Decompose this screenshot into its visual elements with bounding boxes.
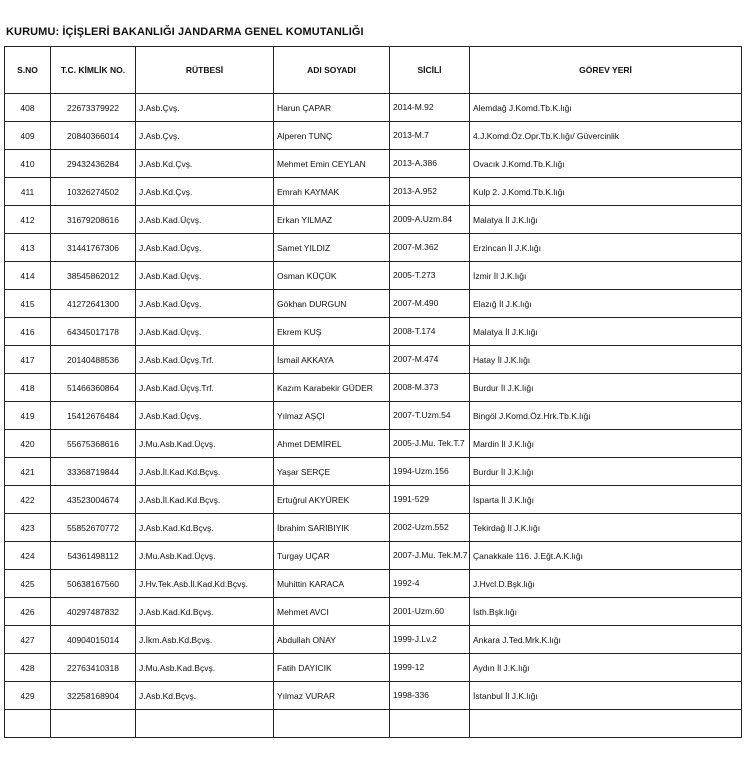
cell-gorev-yeri: 4.J.Komd.Öz.Opr.Tb.K.lığı/ Güvercinlik <box>470 122 742 150</box>
table-row <box>5 570 742 598</box>
cell-rutbe: J.Asb.Kad.Üçvş. <box>136 234 274 262</box>
cell-sno: 418 <box>5 374 51 402</box>
cell-rutbe: J.Asb.Çvş. <box>136 122 274 150</box>
cell-gorev-yeri: Burdur İl J.K.lığı <box>470 374 742 402</box>
cell-sicil: 2005-T.273 <box>390 262 470 290</box>
cell-tc-kimlik: 22673379922 <box>51 94 136 122</box>
cell-gorev-yeri: Malatya İl J.K.lığı <box>470 318 742 346</box>
cell-gorev-yeri: Elazığ İl J.K.lığı <box>470 290 742 318</box>
cell-sicil <box>390 710 470 738</box>
cell-tc-kimlik: 55852670772 <box>51 514 136 542</box>
column-header-tc-kimlik: T.C. KİMLİK NO. <box>51 47 136 94</box>
table-row <box>5 626 742 654</box>
column-header-gorev-yeri: GÖREV YERİ <box>470 47 742 94</box>
cell-rutbe: J.Asb.Kad.Üçvş.Trf. <box>136 346 274 374</box>
cell-tc-kimlik: 50638167560 <box>51 570 136 598</box>
cell-gorev-yeri: Hatay İl J.K.lığı <box>470 346 742 374</box>
cell-tc-kimlik: 31679208616 <box>51 206 136 234</box>
cell-gorev-yeri: Isparta İl J.K.lığı <box>470 486 742 514</box>
table-row <box>5 542 742 570</box>
cell-rutbe: J.Mu.Asb.Kad.Üçvş. <box>136 430 274 458</box>
cell-adi-soyadi: İsmail AKKAYA <box>274 346 390 374</box>
cell-gorev-yeri: İzmir İl J.K.lığı <box>470 262 742 290</box>
cell-adi-soyadi <box>274 710 390 738</box>
cell-sno: 417 <box>5 346 51 374</box>
table-row <box>5 598 742 626</box>
cell-gorev-yeri: Çanakkale 116. J.Eğt.A.K.lığı <box>470 542 742 570</box>
cell-tc-kimlik: 55675368616 <box>51 430 136 458</box>
table-row <box>5 486 742 514</box>
table-header-row <box>5 47 742 94</box>
cell-sno: 425 <box>5 570 51 598</box>
cell-sno: 428 <box>5 654 51 682</box>
cell-rutbe: J.Asb.Kad.Üçvş. <box>136 262 274 290</box>
table-row <box>5 682 742 710</box>
cell-rutbe: J.Asb.Kad.Kd.Bçvş. <box>136 514 274 542</box>
cell-adi-soyadi: Turgay UÇAR <box>274 542 390 570</box>
cell-rutbe: J.Asb.İl.Kad.Kd.Bçvş. <box>136 458 274 486</box>
cell-gorev-yeri: Tekirdağ İl J.K.lığı <box>470 514 742 542</box>
table-row <box>5 234 742 262</box>
cell-sno: 412 <box>5 206 51 234</box>
cell-gorev-yeri: Bingöl J.Komd.Öz.Hrk.Tb.K.lığı <box>470 402 742 430</box>
cell-sicil: 2007-M.490 <box>390 290 470 318</box>
cell-sno <box>5 710 51 738</box>
cell-adi-soyadi: Yaşar SERÇE <box>274 458 390 486</box>
cell-gorev-yeri: Mardin İl J.K.lığı <box>470 430 742 458</box>
cell-sicil: 2014-M.92 <box>390 94 470 122</box>
cell-sicil: 2001-Uzm.60 <box>390 598 470 626</box>
cell-tc-kimlik: 29432436284 <box>51 150 136 178</box>
cell-sno: 422 <box>5 486 51 514</box>
cell-sicil: 2013-M.7 <box>390 122 470 150</box>
cell-tc-kimlik: 33368719844 <box>51 458 136 486</box>
cell-tc-kimlik: 43523004674 <box>51 486 136 514</box>
cell-sicil: 2007-M.474 <box>390 346 470 374</box>
cell-sno: 415 <box>5 290 51 318</box>
table-row <box>5 346 742 374</box>
cell-rutbe: J.Asb.Kad.Üçvş. <box>136 206 274 234</box>
cell-rutbe: J.Mu.Asb.Kad.Bçvş. <box>136 654 274 682</box>
table-row <box>5 402 742 430</box>
column-header-adi-soyadi: ADI SOYADI <box>274 47 390 94</box>
cell-rutbe: J.Asb.Kad.Üçvş. <box>136 318 274 346</box>
personnel-table <box>4 46 742 738</box>
cell-rutbe: J.Asb.Kd.Çvş. <box>136 150 274 178</box>
cell-gorev-yeri: Aydın İl J.K.lığı <box>470 654 742 682</box>
cell-sno: 413 <box>5 234 51 262</box>
cell-tc-kimlik: 54361498112 <box>51 542 136 570</box>
cell-sicil: 1999-J.Lv.2 <box>390 626 470 654</box>
cell-tc-kimlik: 40904015014 <box>51 626 136 654</box>
cell-sno: 409 <box>5 122 51 150</box>
table-row <box>5 374 742 402</box>
cell-rutbe: J.Asb.Çvş. <box>136 94 274 122</box>
table-row <box>5 206 742 234</box>
column-header-rutbe: RÜTBESİ <box>136 47 274 94</box>
cell-gorev-yeri: Malatya İl J.K.lığı <box>470 206 742 234</box>
document-title: KURUMU: İÇİŞLERİ BAKANLIĞI JANDARMA GENEL KOMUTANLIĞI <box>6 26 364 38</box>
cell-sno: 427 <box>5 626 51 654</box>
cell-sicil: 2013-A.386 <box>390 150 470 178</box>
cell-sicil: 1998-336 <box>390 682 470 710</box>
cell-sicil: 2007-J.Mu. Tek.M.7 <box>390 542 470 570</box>
cell-sicil: 2007-M.362 <box>390 234 470 262</box>
cell-adi-soyadi: Emrah KAYMAK <box>274 178 390 206</box>
cell-adi-soyadi: Yılmaz VURAR <box>274 682 390 710</box>
cell-sicil: 1999-12 <box>390 654 470 682</box>
cell-adi-soyadi: Ertuğrul AKYÜREK <box>274 486 390 514</box>
cell-sno: 421 <box>5 458 51 486</box>
cell-adi-soyadi: Abdullah ONAY <box>274 626 390 654</box>
cell-adi-soyadi: Mehmet Emin CEYLAN <box>274 150 390 178</box>
table-row <box>5 122 742 150</box>
cell-sicil: 2008-T.174 <box>390 318 470 346</box>
table-row <box>5 430 742 458</box>
cell-sicil: 2008-M.373 <box>390 374 470 402</box>
cell-gorev-yeri: İstanbul İl J.K.lığı <box>470 682 742 710</box>
cell-adi-soyadi: Samet YILDIZ <box>274 234 390 262</box>
cell-adi-soyadi: Osman KÜÇÜK <box>274 262 390 290</box>
table-row <box>5 318 742 346</box>
table-row <box>5 458 742 486</box>
cell-adi-soyadi: İbrahim SARIBIYIK <box>274 514 390 542</box>
table-row <box>5 262 742 290</box>
cell-sno: 423 <box>5 514 51 542</box>
cell-sicil: 2007-T.Uzm.54 <box>390 402 470 430</box>
cell-rutbe: J.Asb.Kad.Üçvş. <box>136 290 274 318</box>
cell-rutbe: J.Asb.Kad.Üçvş.Trf. <box>136 374 274 402</box>
cell-gorev-yeri: İsth.Bşk.lığı <box>470 598 742 626</box>
cell-tc-kimlik: 40297487832 <box>51 598 136 626</box>
cell-gorev-yeri: Erzincan İl J.K.lığı <box>470 234 742 262</box>
table-row <box>5 94 742 122</box>
cell-sicil: 2002-Uzm.552 <box>390 514 470 542</box>
cell-adi-soyadi: Ahmet DEMİREL <box>274 430 390 458</box>
cell-tc-kimlik: 10326274502 <box>51 178 136 206</box>
cell-tc-kimlik: 51466360864 <box>51 374 136 402</box>
cell-rutbe <box>136 710 274 738</box>
cell-rutbe: J.Asb.İl.Kad.Kd.Bçvş. <box>136 486 274 514</box>
cell-sicil: 1994-Uzm.156 <box>390 458 470 486</box>
cell-sno: 426 <box>5 598 51 626</box>
cell-tc-kimlik: 32258168904 <box>51 682 136 710</box>
cell-rutbe: J.Mu.Asb.Kad.Üçvş. <box>136 542 274 570</box>
column-header-sicil: SİCİLİ <box>390 47 470 94</box>
cell-adi-soyadi: Fatih DAYICIK <box>274 654 390 682</box>
cell-rutbe: J.Asb.Kad.Üçvş. <box>136 402 274 430</box>
table-row <box>5 178 742 206</box>
cell-tc-kimlik: 38545862012 <box>51 262 136 290</box>
cell-gorev-yeri: Burdur İl J.K.lığı <box>470 458 742 486</box>
cell-sno: 416 <box>5 318 51 346</box>
column-header-sno: S.NO <box>5 47 51 94</box>
cell-adi-soyadi: Harun ÇAPAR <box>274 94 390 122</box>
cell-rutbe: J.Hv.Tek.Asb.İl.Kad.Kd.Bçvş. <box>136 570 274 598</box>
cell-sno: 419 <box>5 402 51 430</box>
cell-tc-kimlik: 15412676484 <box>51 402 136 430</box>
cell-adi-soyadi: Ekrem KUŞ <box>274 318 390 346</box>
cell-tc-kimlik <box>51 710 136 738</box>
cell-gorev-yeri: J.Hvcl.D.Bşk.lığı <box>470 570 742 598</box>
cell-sno: 420 <box>5 430 51 458</box>
cell-sicil: 1992-4 <box>390 570 470 598</box>
cell-adi-soyadi: Gökhan DURGUN <box>274 290 390 318</box>
cell-sicil: 2009-A.Uzm.84 <box>390 206 470 234</box>
table-row <box>5 654 742 682</box>
cell-tc-kimlik: 31441767306 <box>51 234 136 262</box>
cell-sno: 411 <box>5 178 51 206</box>
cell-gorev-yeri: Ankara J.Ted.Mrk.K.lığı <box>470 626 742 654</box>
cell-sno: 414 <box>5 262 51 290</box>
cell-sno: 408 <box>5 94 51 122</box>
cell-gorev-yeri: Alemdağ J.Komd.Tb.K.lığı <box>470 94 742 122</box>
cell-adi-soyadi: Muhittin KARACA <box>274 570 390 598</box>
cell-rutbe: J.İkm.Asb.Kd.Bçvş. <box>136 626 274 654</box>
cell-gorev-yeri: Ovacık J.Komd.Tb.K.lığı <box>470 150 742 178</box>
cell-adi-soyadi: Erkan YILMAZ <box>274 206 390 234</box>
cell-tc-kimlik: 41272641300 <box>51 290 136 318</box>
cell-adi-soyadi: Kazım Karabekir GÜDER <box>274 374 390 402</box>
table-row <box>5 514 742 542</box>
cell-sno: 424 <box>5 542 51 570</box>
cell-sno: 410 <box>5 150 51 178</box>
table-row <box>5 150 742 178</box>
cell-rutbe: J.Asb.Kad.Kd.Bçvş. <box>136 598 274 626</box>
cell-tc-kimlik: 20840366014 <box>51 122 136 150</box>
cell-sicil: 2005-J.Mu. Tek.T.7 <box>390 430 470 458</box>
cell-gorev-yeri <box>470 710 742 738</box>
cell-adi-soyadi: Yılmaz AŞÇI <box>274 402 390 430</box>
cell-gorev-yeri: Kulp 2. J.Komd.Tb.K.lığı <box>470 178 742 206</box>
cell-sno: 429 <box>5 682 51 710</box>
table-row <box>5 710 742 738</box>
cell-adi-soyadi: Alperen TUNÇ <box>274 122 390 150</box>
cell-tc-kimlik: 20140488536 <box>51 346 136 374</box>
cell-adi-soyadi: Mehmet AVCI <box>274 598 390 626</box>
cell-sicil: 2013-A.952 <box>390 178 470 206</box>
cell-tc-kimlik: 64345017178 <box>51 318 136 346</box>
cell-sicil: 1991-529 <box>390 486 470 514</box>
table-row <box>5 290 742 318</box>
cell-tc-kimlik: 22763410318 <box>51 654 136 682</box>
cell-rutbe: J.Asb.Kd.Çvş. <box>136 178 274 206</box>
cell-rutbe: J.Asb.Kd.Bçvş. <box>136 682 274 710</box>
